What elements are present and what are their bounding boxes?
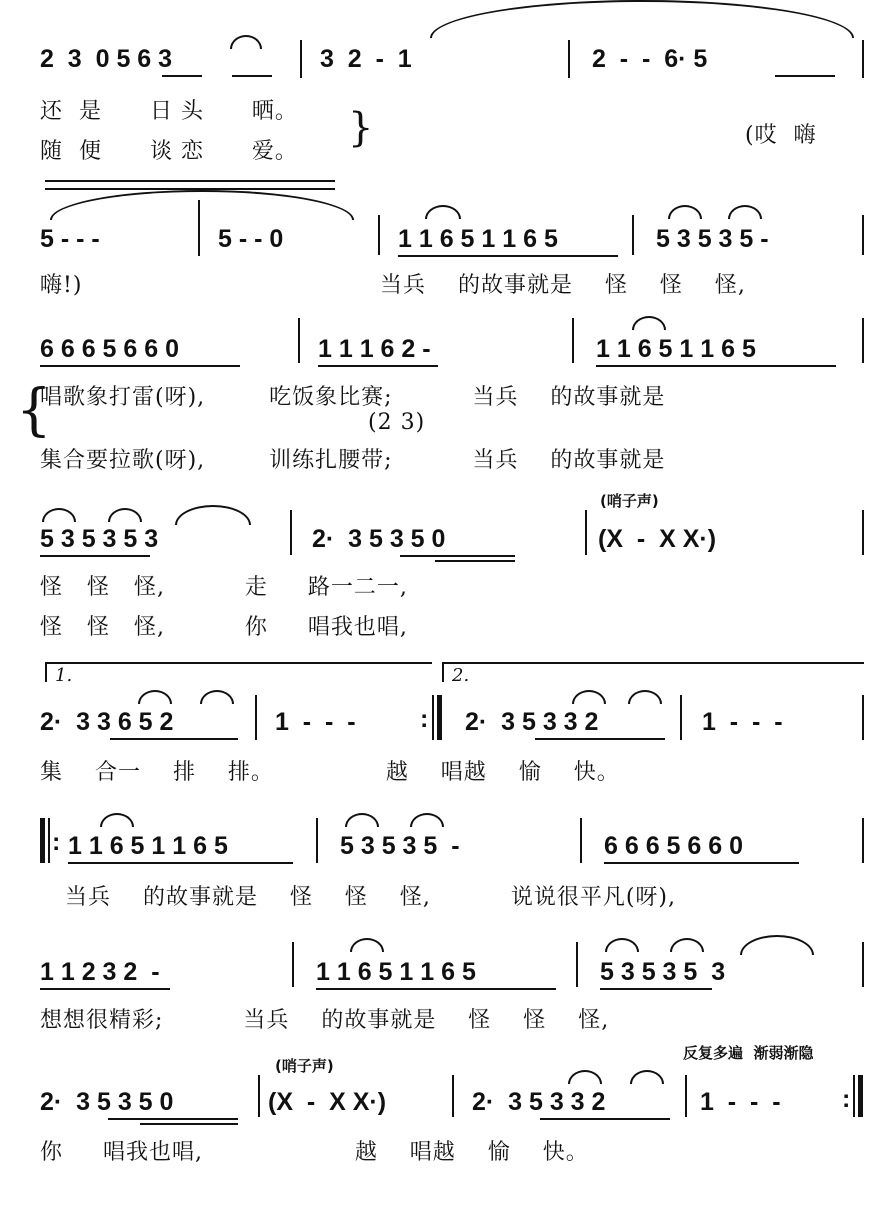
tie-arc (670, 938, 704, 952)
barline (300, 40, 302, 78)
tie-arc (668, 205, 702, 219)
barline (292, 942, 294, 987)
barline (862, 942, 864, 987)
volta-2-label: 2. (452, 665, 470, 686)
tie-arc (628, 690, 662, 704)
underline-beam (540, 1118, 670, 1120)
barline (258, 1075, 260, 1117)
tie-arc (200, 690, 234, 704)
measure-notes: 1 1 2 3 2 - (40, 958, 160, 986)
tie-arc (605, 938, 639, 952)
underline-beam (775, 75, 835, 77)
measure-notes: 1 1 6 5 1 1 6 5 (398, 225, 558, 253)
repeat-end-barline (437, 695, 442, 740)
barline (680, 695, 682, 740)
barline (198, 200, 200, 256)
tie-arc (740, 935, 814, 955)
repeat-dots: : (842, 1085, 851, 1113)
underline-beam (435, 560, 515, 562)
barline (378, 215, 380, 255)
lyric-line-1: 还 是 日 头 晒。 (40, 99, 298, 124)
barline (580, 818, 582, 863)
underline-beam (318, 365, 438, 367)
whistle-label: (哨子声) (600, 492, 659, 510)
lyric-line-2: 集合要拉歌(呀), 训练扎腰带; 当兵 的故事就是 (40, 448, 666, 473)
volta-bracket-2 (442, 662, 864, 682)
measure-notes: 2· 3 5 3 3 2 (472, 1088, 606, 1116)
barline (632, 215, 634, 255)
aside-text: (哎 嗨 (745, 123, 817, 148)
underline-beam (316, 988, 556, 990)
measure-notes: 2 - - 6· 5 (592, 45, 708, 73)
underline-beam (68, 862, 293, 864)
repeat-end-barline (853, 1075, 855, 1117)
lyric-line-1: 你 唱我也唱, 越 唱越 愉 快。 (40, 1140, 589, 1165)
underline-beam (398, 255, 618, 257)
tie-arc (230, 35, 262, 49)
lyric-line-1: 唱歌象打雷(呀), 吃饭象比赛; 当兵 的故事就是 (40, 385, 666, 410)
alt-notes: (2 3) (368, 410, 426, 435)
repeat-start-barline (48, 818, 50, 863)
barline (862, 818, 864, 863)
repeat-end-barline (432, 695, 434, 740)
barline (585, 510, 587, 555)
tie-arc (410, 813, 444, 827)
repeat-start-barline (40, 818, 45, 863)
tie-arc (175, 505, 251, 525)
tie-arc (108, 508, 142, 522)
measure-notes: 2· 3 5 3 5 0 (40, 1088, 174, 1116)
tie-arc (632, 316, 666, 330)
underline-beam (40, 365, 240, 367)
brace: { (16, 378, 53, 443)
tie-arc (350, 938, 384, 952)
measure-notes: 6 6 6 5 6 6 0 (40, 335, 180, 363)
whistle-label: (哨子声) (275, 1057, 334, 1075)
tie-arc (630, 1070, 664, 1084)
measure-notes: 2· 3 5 3 5 0 (312, 525, 446, 553)
underline-beam (600, 988, 712, 990)
measure-notes: 1 - - - (700, 1088, 781, 1116)
underline-beam (140, 1123, 238, 1125)
measure-notes: 2 3 0 5 6 3 (40, 45, 173, 73)
repeat-end-barline (858, 1075, 863, 1117)
measure-notes: 1 - - - (275, 708, 356, 736)
lyric-line-2: 随 便 谈 恋 爱。 (40, 139, 298, 164)
measure-notes: (X - X X·) (268, 1088, 387, 1116)
lyric-line-1: 想想很精彩; 当兵 的故事就是 怪 怪 怪, (40, 1008, 610, 1033)
underline-beam (232, 75, 272, 77)
barline (572, 318, 574, 363)
barline (255, 695, 257, 740)
brace: } (348, 105, 375, 151)
underline-beam (40, 988, 170, 990)
barline (862, 215, 864, 255)
measure-notes: 1 1 6 5 1 1 6 5 (68, 832, 228, 860)
lyric-line-2: 怪 怪 怪, 你 唱我也唱, (40, 615, 408, 640)
measure-notes: (X - X X·) (598, 525, 717, 553)
tie-arc (50, 190, 354, 220)
barline (862, 318, 864, 363)
tie-arc (425, 205, 461, 219)
measure-notes: 2· 3 3 6 5 2 (40, 708, 174, 736)
barline (862, 40, 864, 78)
barline (576, 942, 578, 987)
barline (316, 818, 318, 863)
lyric-line-1: 当兵 的故事就是 怪 怪 怪, 说说很平凡(呀), (65, 885, 676, 910)
tie-arc (100, 813, 134, 827)
measure-notes: 1 1 6 5 1 1 6 5 (316, 958, 476, 986)
barline (862, 510, 864, 555)
underline-beam (535, 738, 665, 740)
tie-arc (430, 0, 854, 38)
barline (568, 40, 570, 78)
dynamics-label: 反复多遍 渐弱渐隐 (683, 1044, 814, 1062)
barline (862, 695, 864, 740)
barline (452, 1075, 454, 1117)
measure-notes: 3 2 - 1 (320, 45, 412, 73)
slur-line (45, 180, 335, 182)
measure-notes: 2· 3 5 3 3 2 (465, 708, 599, 736)
tie-arc (572, 690, 606, 704)
measure-notes: 1 1 6 5 1 1 6 5 (596, 335, 756, 363)
underline-beam (40, 555, 150, 557)
underline-beam (108, 1118, 238, 1120)
tie-arc (138, 690, 172, 704)
measure-notes: 1 1 1 6 2 - (318, 335, 431, 363)
underline-beam (162, 75, 202, 77)
lyric-line-1: 嗨!) (40, 273, 83, 298)
tie-arc (345, 813, 379, 827)
tie-arc (728, 205, 762, 219)
measure-notes: 5 3 5 3 5 - (656, 225, 769, 253)
repeat-dots: : (52, 828, 61, 856)
tie-arc (568, 1070, 602, 1084)
tie-arc (42, 508, 76, 522)
measure-notes: 5 3 5 3 5 3 (600, 958, 726, 986)
lyric-line-1: 怪 怪 怪, 走 路一二一, (40, 575, 408, 600)
measure-notes: 6 6 6 5 6 6 0 (604, 832, 744, 860)
measure-notes: 5 3 5 3 5 3 (40, 525, 159, 553)
measure-notes: 5 - - 0 (218, 225, 284, 253)
volta-bracket-1 (45, 662, 432, 682)
repeat-dots: : (420, 705, 429, 733)
barline (685, 1075, 687, 1117)
measure-notes: 5 - - - (40, 225, 100, 253)
volta-1-label: 1. (55, 665, 73, 686)
barline (298, 318, 300, 363)
underline-beam (400, 555, 515, 557)
underline-beam (596, 365, 836, 367)
underline-beam (110, 738, 238, 740)
measure-notes: 1 - - - (702, 708, 783, 736)
measure-notes: 5 3 5 3 5 - (340, 832, 460, 860)
lyric-line-2: 当兵 的故事就是 怪 怪 怪, (380, 273, 746, 298)
barline (290, 510, 292, 555)
underline-beam (604, 862, 799, 864)
lyric-line-1: 集 合一 排 排。 越 唱越 愉 快。 (40, 760, 620, 785)
